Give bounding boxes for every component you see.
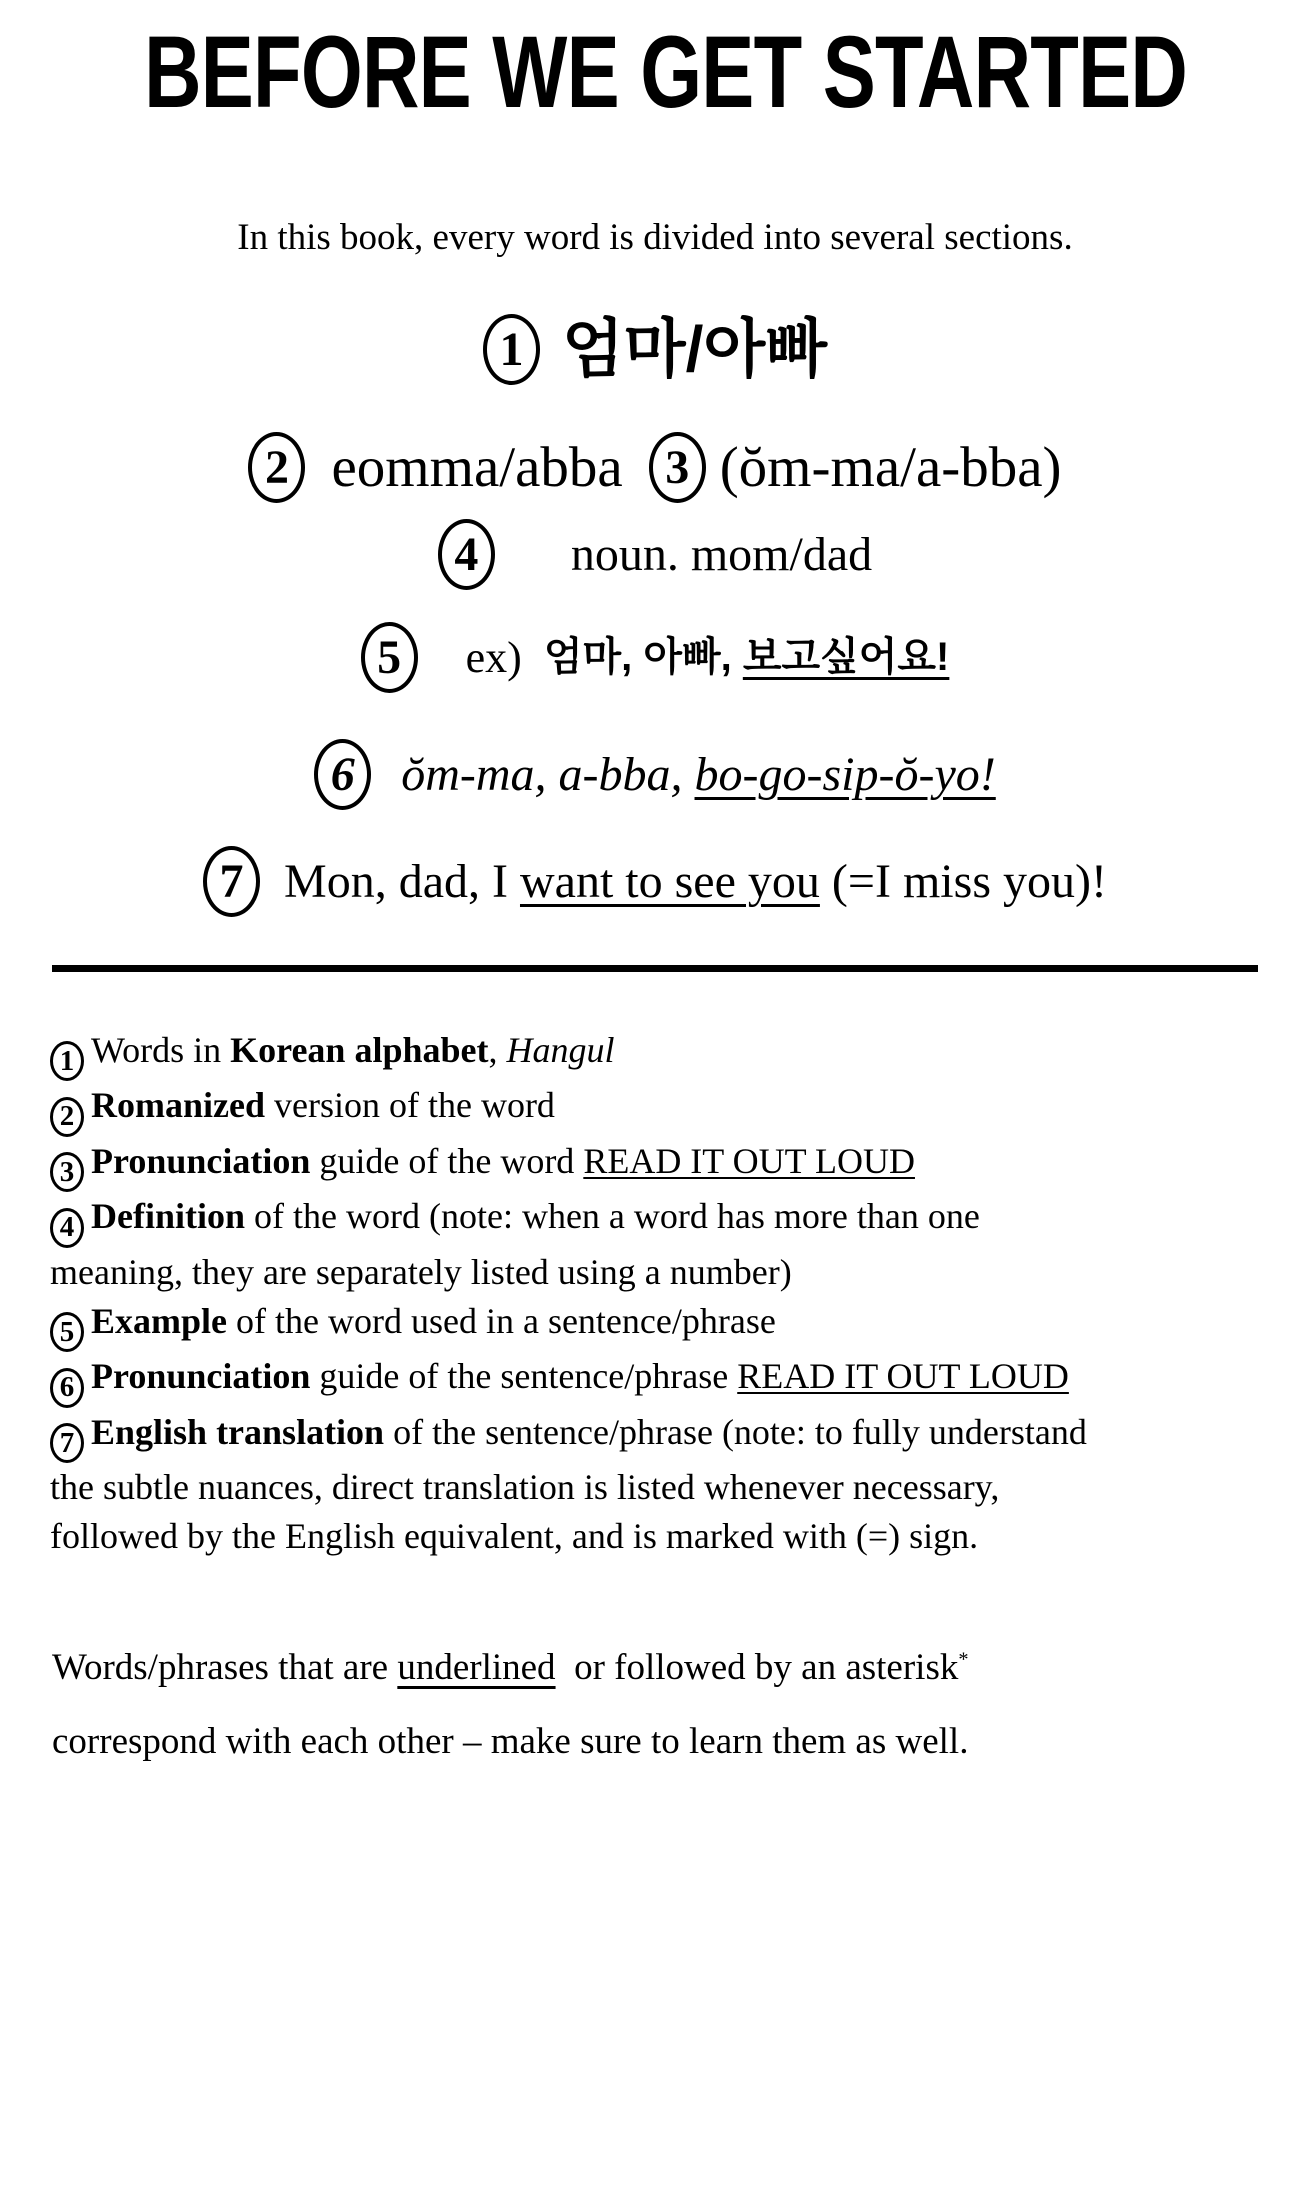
pronunciation-guide: (ŏm-ma/a-bba) [719, 435, 1062, 499]
legend-item-1 [50, 1026, 1284, 1082]
legend-item-5 [50, 1297, 1284, 1353]
legend-item-2 [50, 1081, 1284, 1137]
entry-definition-line [0, 519, 1310, 590]
circled-number-7: 7 [203, 846, 260, 917]
example-label: ex) [465, 632, 522, 682]
entry-example-line [0, 622, 1310, 693]
circled-number-4: 4 [438, 519, 495, 590]
legend-item-text: Romanized version of the word [91, 1085, 555, 1126]
legend-item-7 [50, 1408, 1284, 1562]
section-divider [52, 965, 1258, 972]
page-title: BEFORE WE GET STARTED [144, 15, 1188, 129]
legend-circled-number-3: 3 [50, 1152, 84, 1192]
english-translation: Mon, dad, I want to see you (=I miss you)! [284, 854, 1107, 908]
legend-circled-number-1: 1 [50, 1041, 84, 1081]
legend-circled-number-6: 6 [50, 1368, 84, 1408]
circled-number-3: 3 [649, 432, 706, 503]
legend-item-text: Pronunciation guide of the sentence/phrase READ IT OUT LOUD [91, 1356, 1069, 1397]
legend-item-text: Pronunciation guide of the word READ IT OUT LOUD [91, 1140, 915, 1181]
entry-hangul-line [0, 313, 1310, 387]
word-definition: noun. mom/dad [570, 527, 873, 581]
footnote: Words/phrases that are underlined or followed by an asterisk* correspond with each other – make sure to learn them as well. [52, 1647, 969, 1763]
circled-number-5: 5 [361, 622, 418, 693]
legend-item-text: Example of the word used in a sentence/phrase [91, 1300, 776, 1341]
legend-item-text: English translation of the sentence/phrase (note: to fully understand the subtle nuances, direct translation is listed whenever necessary, followed by the English equivalent, and is marked with (=) sign. [50, 1411, 1087, 1557]
circled-number-2: 2 [248, 432, 305, 503]
entry-translation-line [0, 846, 1310, 917]
sentence-pronunciation: ŏm-ma, a-bba, bo-go-sip-ŏ-yo! [401, 747, 996, 801]
example-sentence-korean: 엄마, 아빠, 보고싶어요! [543, 635, 950, 680]
legend-item-3 [50, 1137, 1284, 1193]
sample-dictionary-entry [0, 313, 1310, 917]
circled-number-6: 6 [314, 739, 371, 810]
legend-circled-number-2: 2 [50, 1097, 84, 1137]
entry-romanization-line [0, 432, 1310, 503]
legend-item-6 [50, 1352, 1284, 1408]
legend-item-text: Definition of the word (note: when a word has more than one meaning, they are separately listed using a number) [50, 1196, 980, 1292]
hangul-word: 엄마/아빠 [561, 313, 828, 386]
legend-circled-number-4: 4 [50, 1208, 84, 1248]
legend-item-text: Words in Korean alphabet, Hangul [91, 1029, 615, 1070]
intro-text: In this book, every word is divided into several sections. [237, 217, 1073, 259]
legend-circled-number-7: 7 [50, 1423, 84, 1463]
romanized-word: eomma/abba [331, 435, 623, 499]
legend-item-4 [50, 1192, 1284, 1297]
legend-list [0, 1026, 1310, 1562]
legend-circled-number-5: 5 [50, 1312, 84, 1352]
entry-sentence-pronunciation-line [0, 739, 1310, 810]
circled-number-1: 1 [483, 314, 540, 385]
